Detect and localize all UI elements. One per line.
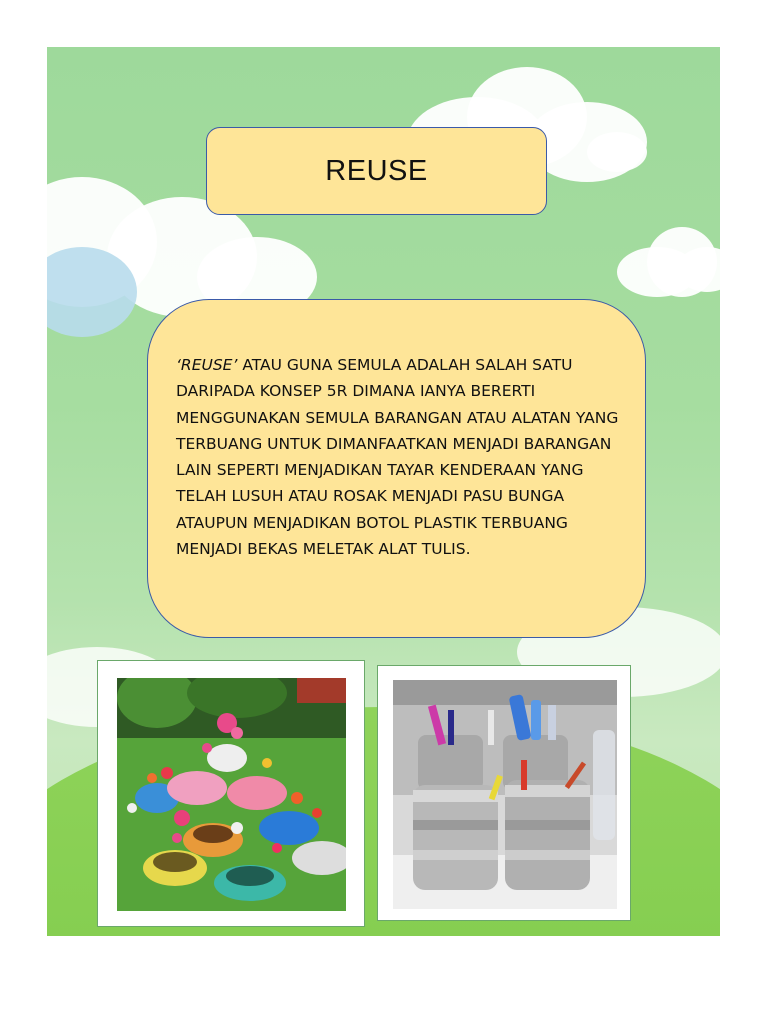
- bottle-holders-photo-frame: [377, 665, 631, 921]
- title-box: [206, 127, 547, 215]
- description-lead: ‘REUSE’: [176, 356, 238, 374]
- description-body: ATAU GUNA SEMULA ADALAH SALAH SATU DARIPADA KONSEP 5R DIMANA IANYA BERERTI MENGGUNAKAN SEMULA BARANGAN ATAU ALATAN YANG TERBUANG UNTUK DIMANFAATKAN MENJADI BARANGAN LAIN SEPERTI MENJADIKAN TAYAR KENDERAAN YANG TELAH LUSUH ATAU ROSAK MENJADI PASU BUNGA ATAUPUN MENJADIKAN BOTOL PLASTIK TERBUANG MENJADI BEKAS MELETAK ALAT TULIS.: [176, 356, 619, 559]
- description-text: [176, 352, 626, 562]
- tyre-planters-photo-frame: [97, 660, 365, 927]
- page-title: REUSE: [325, 154, 428, 187]
- description-box: [147, 299, 646, 638]
- tyre-planters-photo: [117, 678, 346, 911]
- bottle-holders-photo: [393, 680, 617, 909]
